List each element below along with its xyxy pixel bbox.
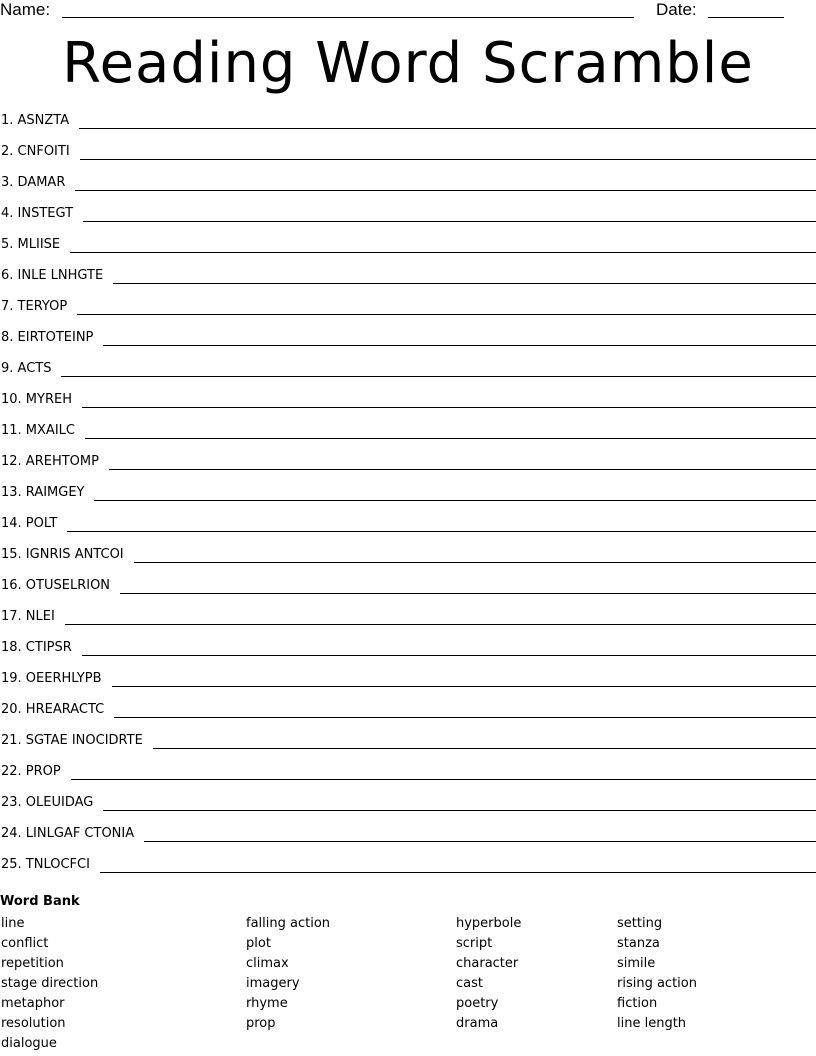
answer-line [112, 669, 816, 687]
question-row [0, 452, 816, 483]
word-bank-entry: character [456, 956, 519, 971]
date-field-line [708, 17, 784, 18]
answer-line [82, 390, 816, 408]
scrambled-word: 11. MXAILC [1, 423, 75, 438]
question-row [0, 731, 816, 762]
date-label: Date: [656, 0, 697, 19]
question-row [0, 421, 816, 452]
word-bank-column [246, 914, 330, 1034]
question-row [0, 359, 816, 390]
answer-line [67, 514, 816, 532]
question-row [0, 638, 816, 669]
question-row [0, 328, 816, 359]
scrambled-word: 24. LINLGAF CTONIA [1, 826, 135, 841]
word-bank-entry: prop [246, 1016, 276, 1031]
question-row [0, 824, 816, 855]
word-bank-title: Word Bank [0, 894, 80, 909]
word-bank-entry: conflict [1, 936, 49, 951]
scrambled-word: 7. TERYOP [1, 299, 68, 314]
worksheet-title: Reading Word Scramble [62, 31, 754, 96]
word-bank-entry: hyperbole [456, 916, 522, 931]
answer-line [75, 173, 816, 191]
scrambled-word: 15. IGNRIS ANTCOI [1, 547, 124, 562]
word-bank-entry: stage direction [1, 976, 99, 991]
word-bank-entry: resolution [1, 1016, 66, 1031]
word-bank-column [1, 914, 98, 1054]
scrambled-word: 23. OLEUIDAG [1, 795, 94, 810]
question-row [0, 266, 816, 297]
word-bank-entry: repetition [1, 956, 64, 971]
word-bank-entry: falling action [246, 916, 331, 931]
word-bank-entry: poetry [456, 996, 499, 1011]
word-bank-entry: simile [617, 956, 656, 971]
answer-line [153, 731, 816, 749]
answer-line [83, 204, 816, 222]
answer-line [103, 328, 816, 346]
answer-line [134, 545, 816, 563]
question-row [0, 297, 816, 328]
answer-line [70, 235, 816, 253]
question-row [0, 204, 816, 235]
answer-line [65, 607, 816, 625]
word-bank-entry: line length [617, 1016, 687, 1031]
word-bank-entry: script [456, 936, 493, 951]
scrambled-word: 1. ASNZTA [1, 113, 70, 128]
word-bank-entry: metaphor [1, 996, 65, 1011]
question-row [0, 142, 816, 173]
scrambled-word: 16. OTUSELRION [1, 578, 111, 593]
word-bank-entry: stanza [617, 936, 660, 951]
answer-line [61, 359, 816, 377]
scramble-question-list [0, 111, 816, 886]
word-bank-entry: rhyme [246, 996, 288, 1011]
scrambled-word: 5. MLIISE [1, 237, 61, 252]
question-row [0, 111, 816, 142]
word-bank-entry: cast [456, 976, 483, 991]
worksheet-header [0, 0, 816, 24]
question-row [0, 514, 816, 545]
word-bank-entry: line [1, 916, 25, 931]
name-field-line [62, 17, 634, 18]
answer-line [109, 452, 816, 470]
word-bank-entry: fiction [617, 996, 658, 1011]
answer-line [71, 762, 816, 780]
answer-line [79, 111, 816, 129]
scrambled-word: 12. AREHTOMP [1, 454, 99, 469]
scrambled-word: 9. ACTS [1, 361, 52, 376]
word-bank-entry: rising action [617, 976, 697, 991]
scrambled-word: 22. PROP [1, 764, 61, 779]
scrambled-word: 3. DAMAR [1, 175, 66, 190]
word-bank-entry: plot [246, 936, 271, 951]
question-row [0, 700, 816, 731]
question-row [0, 576, 816, 607]
scrambled-word: 18. CTIPSR [1, 640, 72, 655]
scrambled-word: 4. INSTEGT [1, 206, 74, 221]
answer-line [113, 266, 816, 284]
scrambled-word: 25. TNLOCFCI [1, 857, 90, 872]
answer-line [82, 638, 816, 656]
word-bank-entry: dialogue [1, 1036, 57, 1051]
answer-line [120, 576, 816, 594]
word-bank-entry: drama [456, 1016, 499, 1031]
name-label: Name: [0, 0, 51, 19]
scrambled-word: 21. SGTAE INOCIDRTE [1, 733, 143, 748]
scrambled-word: 14. POLT [1, 516, 58, 531]
answer-line [100, 855, 816, 873]
word-bank-entry: climax [246, 956, 289, 971]
scrambled-word: 17. NLEI [1, 609, 55, 624]
word-bank-entry: setting [617, 916, 663, 931]
question-row [0, 793, 816, 824]
question-row [0, 855, 816, 886]
answer-line [80, 142, 816, 160]
scrambled-word: 10. MYREH [1, 392, 72, 407]
question-row [0, 235, 816, 266]
scrambled-word: 20. HREARACTC [1, 702, 105, 717]
answer-line [114, 700, 816, 718]
answer-line [144, 824, 816, 842]
question-row [0, 762, 816, 793]
word-bank-column [617, 914, 697, 1034]
question-row [0, 607, 816, 638]
scrambled-word: 19. OEERHLYPB [1, 671, 102, 686]
scrambled-word: 2. CNFOITI [1, 144, 70, 159]
question-row [0, 545, 816, 576]
word-bank-entry: imagery [246, 976, 300, 991]
answer-line [103, 793, 816, 811]
answer-line [85, 421, 816, 439]
answer-line [94, 483, 816, 501]
question-row [0, 669, 816, 700]
word-bank-column [456, 914, 521, 1034]
question-row [0, 483, 816, 514]
question-row [0, 390, 816, 421]
scrambled-word: 6. INLE LNHGTE [1, 268, 104, 283]
question-row [0, 173, 816, 204]
answer-line [77, 297, 816, 315]
scrambled-word: 8. EIRTOTEINP [1, 330, 94, 345]
scrambled-word: 13. RAIMGEY [1, 485, 85, 500]
